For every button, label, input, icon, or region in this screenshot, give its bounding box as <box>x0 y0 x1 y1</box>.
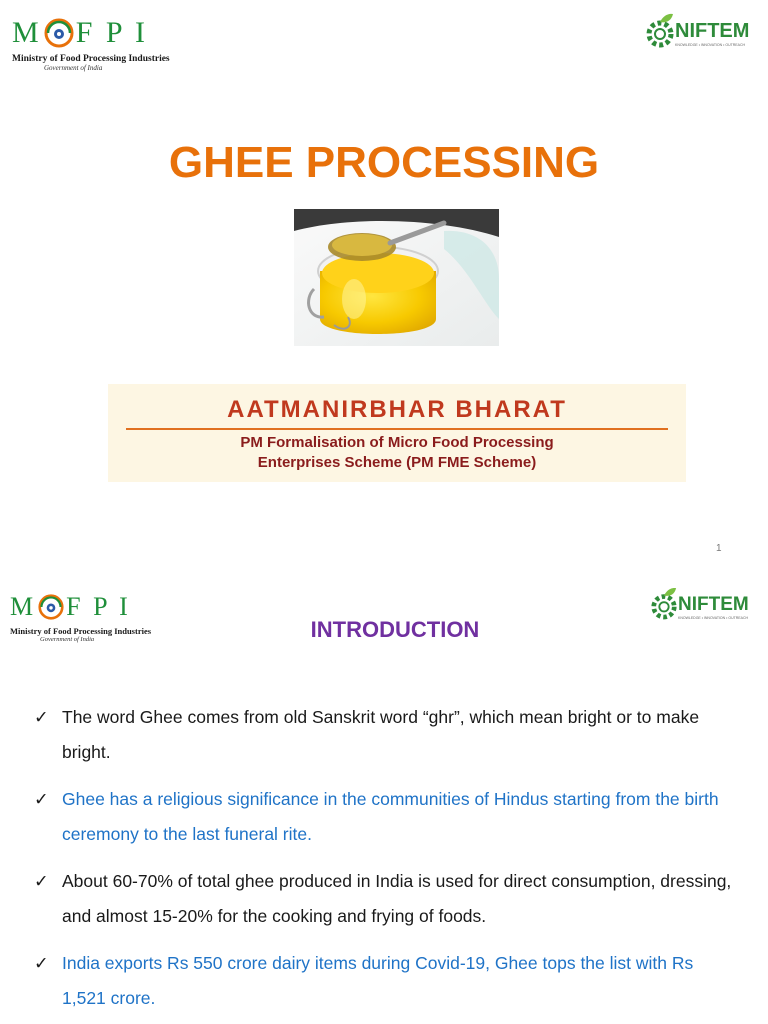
bullet-item <box>34 700 734 770</box>
mofpi-government: Government of India <box>40 636 95 643</box>
aatmanirbhar-banner <box>108 384 686 482</box>
banner-line-1: PM Formalisation of Micro Food Processing <box>240 434 554 451</box>
slide-title: GHEE PROCESSING <box>168 138 600 187</box>
niftem-tagline: KNOWLEDGE • INNOVATION • OUTREACH <box>675 43 745 47</box>
mofpi-letter-m: M <box>12 16 42 49</box>
checkmark-icon: ✓ <box>34 789 49 809</box>
mofpi-wordmark <box>12 14 170 52</box>
bullet-text: Ghee has a religious significance in the communities of Hindus starting from the birth ceremony to the last funeral rite. <box>62 789 719 844</box>
ghee-jar-image <box>294 209 499 346</box>
mofpi-ministry-name: Ministry of Food Processing Industries <box>12 54 170 64</box>
banner-divider <box>126 428 668 430</box>
bullet-text: About 60-70% of total ghee produced in India is used for direct consumption, dressing, and almost 15-20% for the cooking and frying of foods. <box>62 871 732 926</box>
bullet-text: The word Ghee comes from old Sanskrit word “ghr”, which mean bright or to make bright. <box>62 707 700 762</box>
mofpi-letters-fpi: F P I <box>66 592 131 621</box>
mofpi-ministry-name: Ministry of Food Processing Industries <box>10 626 152 636</box>
bullet-list <box>34 700 734 1024</box>
niftem-tagline: KNOWLEDGE • INNOVATION • OUTREACH <box>678 615 748 620</box>
bullet-text: India exports Rs 550 crore dairy items during Covid-19, Ghee tops the list with Rs 1,521 crore. <box>62 953 694 1008</box>
page-number: 1 <box>716 543 722 554</box>
bullet-item <box>34 864 734 934</box>
niftem-name: NIFTEM <box>678 593 749 615</box>
slide-2 <box>0 572 768 1024</box>
banner-line-2: Enterprises Scheme (PM FME Scheme) <box>257 454 537 471</box>
gear-leaf-icon <box>645 10 675 57</box>
mofpi-letter-m: M <box>10 592 37 621</box>
slide-title: INTRODUCTION <box>310 617 480 642</box>
bullet-item <box>34 946 734 1016</box>
niftem-name: NIFTEM <box>675 20 750 42</box>
mofpi-government: Government of India <box>44 64 103 72</box>
mofpi-letters-fpi: F P I <box>75 16 148 49</box>
bullet-item <box>34 782 734 852</box>
checkmark-icon: ✓ <box>34 707 49 727</box>
checkmark-icon: ✓ <box>34 871 49 891</box>
emblem-icon <box>44 18 74 48</box>
checkmark-icon: ✓ <box>34 953 49 973</box>
mofpi-logo <box>12 14 170 72</box>
banner-heading: AATMANIRBHAR BHARAT <box>227 396 567 423</box>
niftem-logo <box>645 10 749 57</box>
